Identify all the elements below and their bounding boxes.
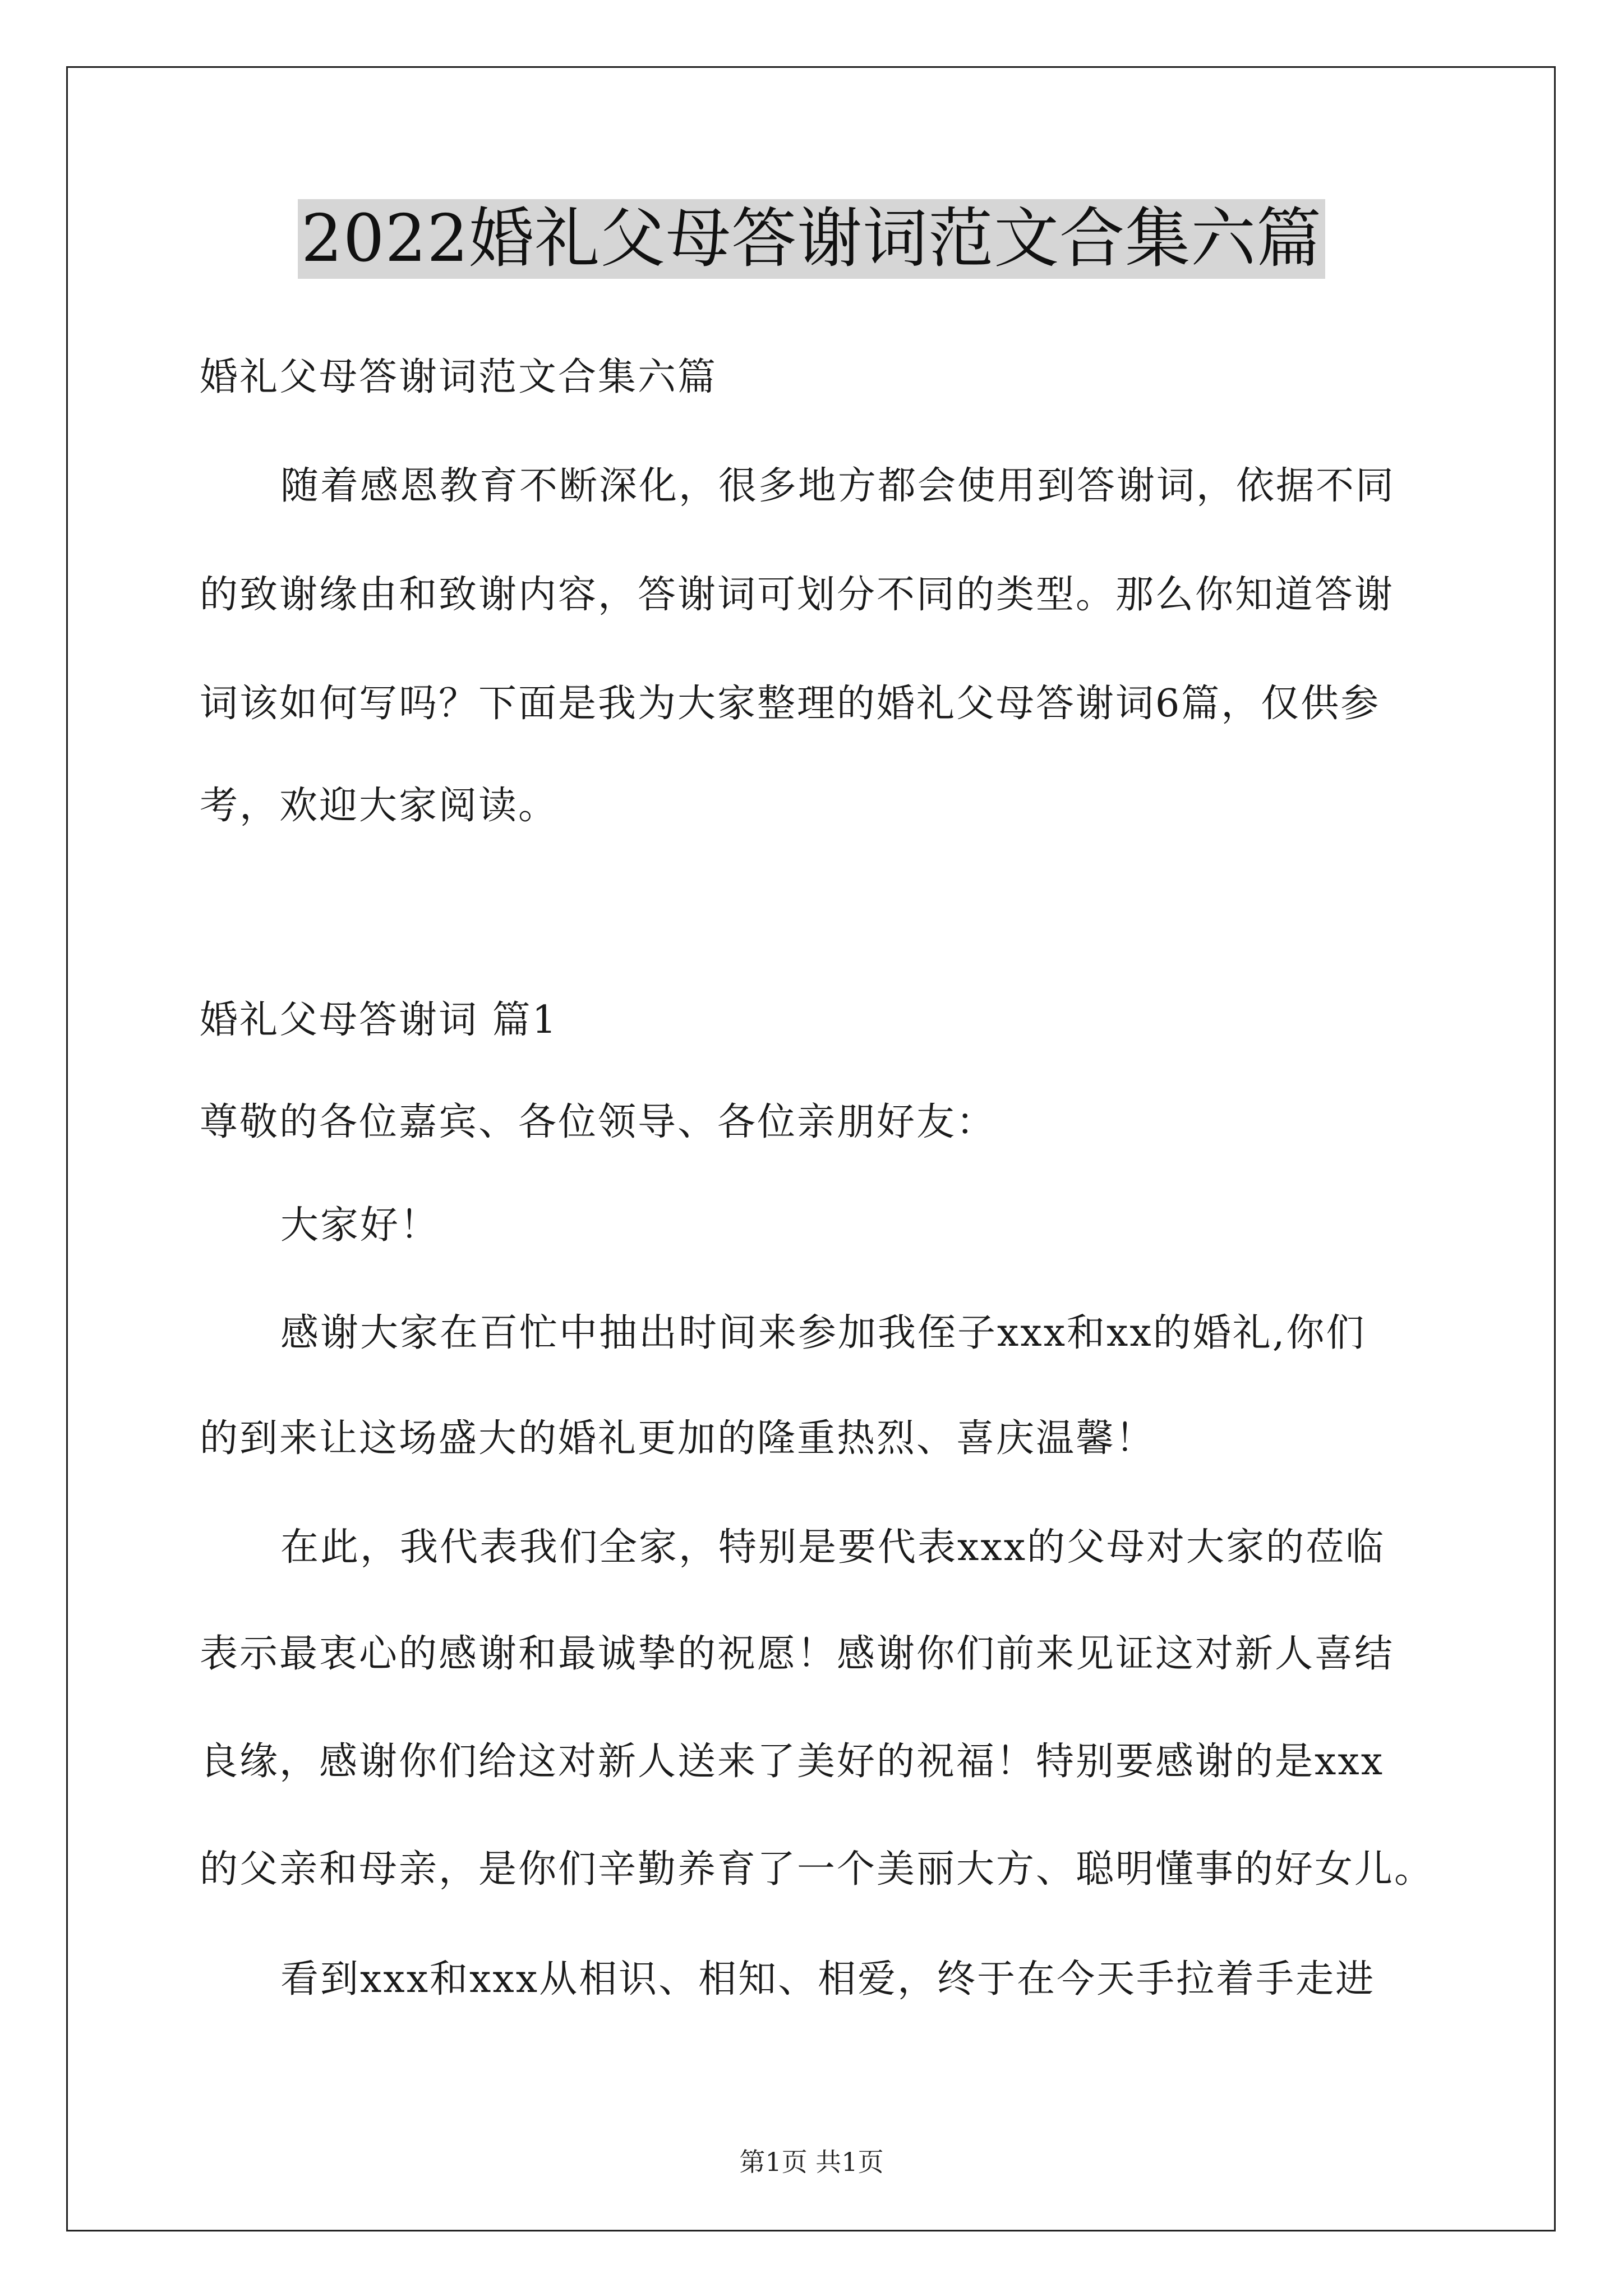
paragraph-line: 随着感恩教育不断深化，很多地方都会使用到答谢词，依据不同 xyxy=(280,464,1396,508)
section-heading: 婚礼父母答谢词 篇1 xyxy=(200,998,558,1042)
salutation-line: 尊敬的各位嘉宾、各位领导、各位亲朋好友： xyxy=(200,1100,997,1144)
subtitle-line: 婚礼父母答谢词范文合集六篇 xyxy=(200,355,718,399)
title-container xyxy=(0,199,1623,279)
paragraph-line: 的父亲和母亲，是你们辛勤养育了一个美丽大方、聪明懂事的好女儿。 xyxy=(200,1847,1435,1892)
paragraph-line: 的致谢缘由和致谢内容，答谢词可划分不同的类型。那么你知道答谢 xyxy=(200,573,1395,617)
greeting-line: 大家好！ xyxy=(280,1203,440,1248)
paragraph-line: 在此，我代表我们全家，特别是要代表xxx的父母对大家的莅临 xyxy=(280,1525,1386,1570)
paragraph-line: 良缘，感谢你们给这对新人送来了美好的祝福！特别要感谢的是xxx xyxy=(200,1740,1385,1784)
page-footer: 第1页 共1页 xyxy=(739,2147,884,2177)
paragraph-line: 考，欢迎大家阅读。 xyxy=(200,784,559,828)
paragraph-line: 词该如何写吗？下面是我为大家整理的婚礼父母答谢词6篇，仅供参 xyxy=(200,682,1381,726)
paragraph-line: 的到来让这场盛大的婚礼更加的隆重热烈、喜庆温馨！ xyxy=(200,1416,1156,1461)
paragraph-line: 看到xxx和xxx从相识、相知、相爱，终于在今天手拉着手走进 xyxy=(280,1957,1376,2001)
paragraph-line: 表示最衷心的感谢和最诚挚的祝愿！感谢你们前来见证这对新人喜结 xyxy=(200,1632,1395,1676)
document-title: 2022婚礼父母答谢词范文合集六篇 xyxy=(298,199,1325,279)
paragraph-line: 感谢大家在百忙中抽出时间来参加我侄子xxx和xx的婚礼,你们 xyxy=(280,1311,1366,1355)
